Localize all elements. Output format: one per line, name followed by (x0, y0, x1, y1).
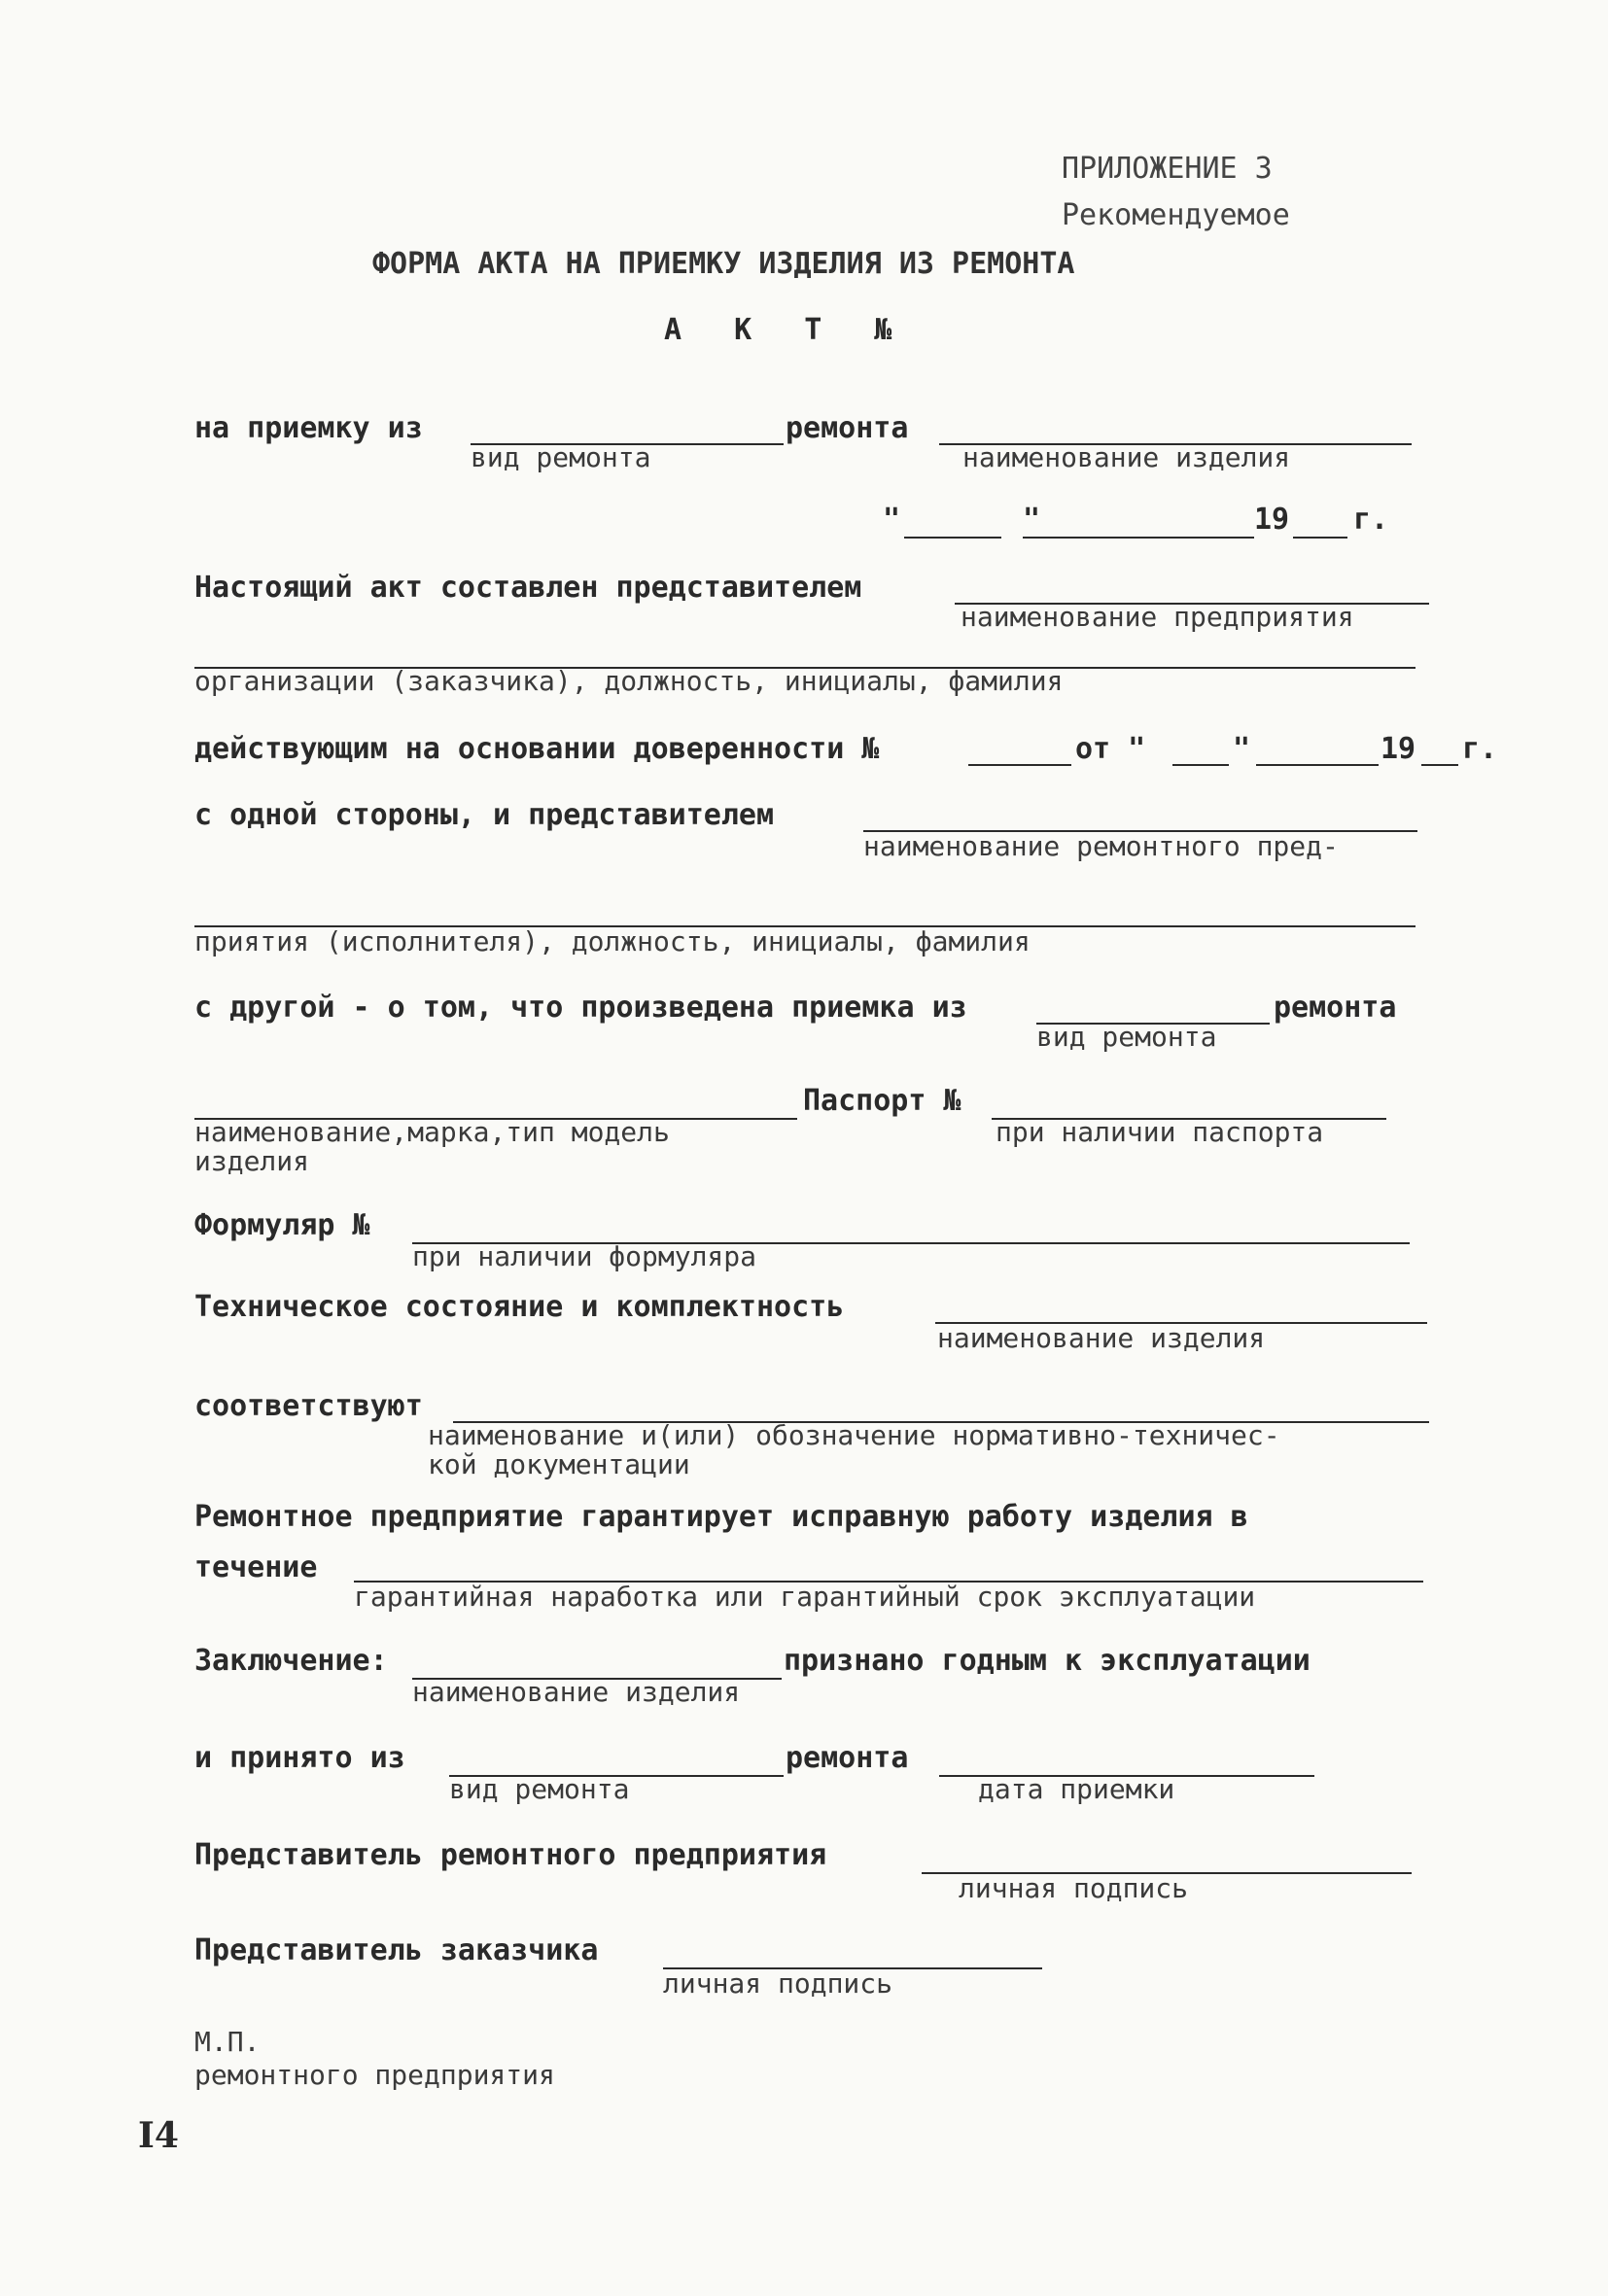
text-predstavitel-zakazchika: Представитель заказчика (194, 1933, 599, 1967)
quote-close-2: " (1233, 732, 1251, 766)
field-poa-day[interactable] (1172, 764, 1229, 766)
caption-product-model-2: изделия (194, 1145, 310, 1177)
text-garantiruet: Ремонтное предприятие гарантирует исправную работу изделия в (194, 1500, 1248, 1534)
caption-acceptance-date: дата приемки (978, 1773, 1175, 1805)
caption-customer-org: организации (заказчика), должность, инициалы, фамилия (194, 665, 1064, 697)
field-year[interactable] (1293, 537, 1347, 539)
caption-repair-signature: личная подпись (959, 1872, 1189, 1904)
text-deystvuyushchim: действующим на основании доверенности № (194, 732, 880, 766)
text-formulyar: Формуляр № (194, 1208, 370, 1242)
text-s-odnoy-storony: с одной стороны, и представителем (194, 798, 775, 832)
year-prefix: 19 (1254, 503, 1290, 537)
appendix-label: ПРИЛОЖЕНИЕ 3 (1062, 152, 1273, 186)
seal-label: М.П. (194, 2026, 261, 2058)
text-nastoyashchiy-akt: Настоящий акт составлен представителем (194, 571, 862, 605)
caption-contractor: приятия (исполнителя), должность, инициалы, фамилия (194, 925, 1031, 957)
year-suffix-2: г. (1462, 732, 1498, 766)
text-priznano-godnym: признано годным к эксплуатации (784, 1644, 1311, 1678)
text-pasport: Паспорт № (803, 1084, 961, 1118)
caption-normative-docs: наименование и(или) обозначение нормативно-техничес- (428, 1419, 1280, 1451)
year-suffix: г. (1353, 503, 1389, 537)
caption-repair-type-2: вид ремонта (1036, 1021, 1217, 1053)
field-power-of-attorney-number[interactable] (968, 764, 1071, 766)
field-day[interactable] (904, 537, 1001, 539)
seal-label-2: ремонтного предприятия (194, 2059, 555, 2091)
caption-repair-type: вид ремонта (471, 441, 651, 473)
caption-product-model: наименование,марка,тип модель (194, 1116, 670, 1148)
page-number: I4 (138, 2115, 179, 2156)
field-poa-month[interactable] (1256, 764, 1379, 766)
text-na-priemku: на приемку из (194, 411, 423, 445)
caption-normative-docs-2: кой документации (428, 1448, 690, 1480)
caption-customer-signature: личная подпись (663, 1967, 893, 2000)
text-predstavitel-remontnogo: Представитель ремонтного предприятия (194, 1838, 827, 1872)
quote-open: " (883, 503, 901, 537)
caption-product-name: наименование изделия (962, 441, 1291, 473)
field-poa-year[interactable] (1421, 764, 1458, 766)
text-techenie: течение (194, 1550, 318, 1584)
text-sootvetstvuyut: соответствуют (194, 1389, 423, 1423)
caption-conclusion-product: наименование изделия (412, 1676, 741, 1708)
text-zaklyuchenie: Заключение: (194, 1644, 388, 1678)
caption-product-name-2: наименование изделия (937, 1322, 1266, 1354)
caption-passport: при наличии паспорта (996, 1116, 1324, 1148)
quote-close: " (1023, 503, 1041, 537)
text-s-drugoy: с другой - о том, что произведена приемка из (194, 991, 967, 1025)
caption-repair-enterprise: наименование ремонтного пред- (863, 830, 1339, 862)
text-tekhnicheskoe-sostoyanie: Техническое состояние и комплектность (194, 1290, 845, 1324)
caption-enterprise-name: наименование предприятия (961, 601, 1354, 633)
appendix-status: Рекомендуемое (1062, 198, 1290, 232)
text-ot: от " (1075, 732, 1146, 766)
text-remonta-2: ремонта (1274, 991, 1397, 1025)
akt-heading: А К Т № (664, 313, 910, 347)
text-remonta: ремонта (786, 411, 909, 445)
text-i-prinyato: и принято из (194, 1741, 405, 1775)
form-title: ФОРМА АКТА НА ПРИЕМКУ ИЗДЕЛИЯ ИЗ РЕМОНТА (372, 247, 1075, 281)
caption-warranty: гарантийная наработка или гарантийный срок эксплуатации (354, 1581, 1256, 1613)
text-remonta-3: ремонта (786, 1741, 909, 1775)
field-month[interactable] (1023, 537, 1254, 539)
caption-formulyar: при наличии формуляра (412, 1240, 757, 1272)
year-prefix-2: 19 (1381, 732, 1416, 766)
caption-repair-type-3: вид ремонта (449, 1773, 630, 1805)
